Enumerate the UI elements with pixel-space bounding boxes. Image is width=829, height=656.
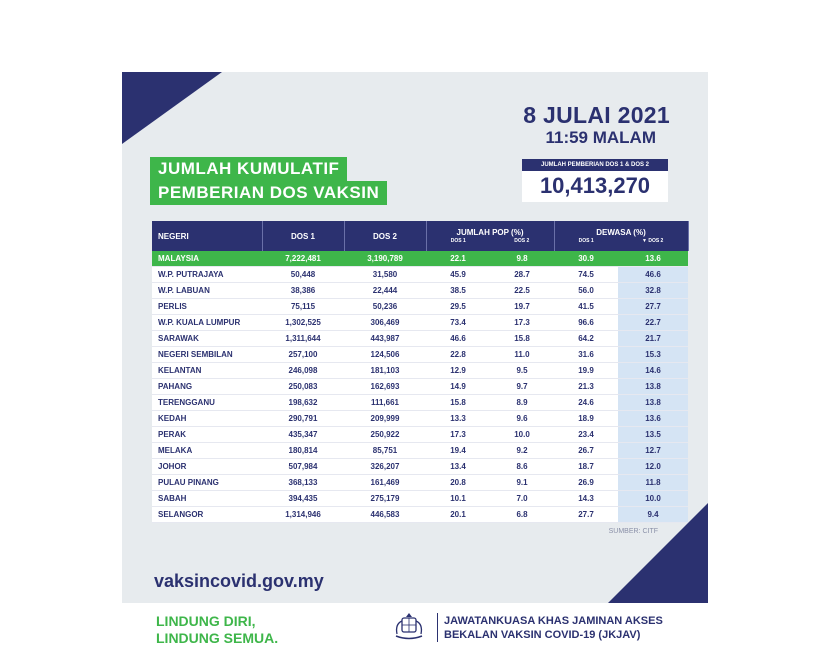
table-cell: 124,506 — [344, 347, 426, 363]
table-cell: 19.7 — [490, 299, 554, 315]
table-cell: 46.6 — [426, 331, 490, 347]
table-cell: 13.6 — [618, 411, 688, 427]
table-cell: 22.5 — [490, 283, 554, 299]
table-cell: 46.6 — [618, 267, 688, 283]
table-cell: 10.1 — [426, 491, 490, 507]
data-source: SUMBER: CITF — [608, 528, 658, 535]
vaccination-table — [152, 221, 689, 523]
cell-negeri: SELANGOR — [152, 507, 262, 523]
report-time: 11:59 MALAM — [545, 128, 656, 147]
table-cell: 257,100 — [262, 347, 344, 363]
table-cell: 31,580 — [344, 267, 426, 283]
table-cell: 394,435 — [262, 491, 344, 507]
cell-negeri: PAHANG — [152, 379, 262, 395]
table-cell: 181,103 — [344, 363, 426, 379]
table-cell: 15.3 — [618, 347, 688, 363]
table-cell: 14.3 — [554, 491, 618, 507]
slogan-line-2: LINDUNG SEMUA. — [156, 630, 279, 646]
col-header-negeri: NEGERI — [152, 221, 262, 251]
table-cell: 13.8 — [618, 379, 688, 395]
table-row — [152, 507, 688, 523]
cell-negeri: W.P. KUALA LUMPUR — [152, 315, 262, 331]
cell-negeri: SABAH — [152, 491, 262, 507]
title-line-2: PEMBERIAN DOS VAKSIN — [150, 181, 387, 205]
table-cell: 11.0 — [490, 347, 554, 363]
table-cell: 21.7 — [618, 331, 688, 347]
table-cell: 250,083 — [262, 379, 344, 395]
cell-negeri: SARAWAK — [152, 331, 262, 347]
table-cell: 275,179 — [344, 491, 426, 507]
table-cell: 21.3 — [554, 379, 618, 395]
table-cell: 161,469 — [344, 475, 426, 491]
table-cell: 14.9 — [426, 379, 490, 395]
table-cell: 162,693 — [344, 379, 426, 395]
table-cell: 209,999 — [344, 411, 426, 427]
table-cell: 13.3 — [426, 411, 490, 427]
table-cell: 7.0 — [490, 491, 554, 507]
table-cell: 9.1 — [490, 475, 554, 491]
table-cell: 85,751 — [344, 443, 426, 459]
agency-line-2: BEKALAN VAKSIN COVID-19 (JKJAV) — [444, 629, 641, 641]
table-cell: 246,098 — [262, 363, 344, 379]
table-cell: 32.8 — [618, 283, 688, 299]
table-cell: 1,314,946 — [262, 507, 344, 523]
cell-negeri: W.P. LABUAN — [152, 283, 262, 299]
table-cell: 17.3 — [490, 315, 554, 331]
col-header-dewasa — [554, 221, 688, 251]
table-cell: 20.1 — [426, 507, 490, 523]
cell-negeri: MELAKA — [152, 443, 262, 459]
cell-negeri: KEDAH — [152, 411, 262, 427]
col-sub-pop-dos2: DOS 2 — [514, 238, 530, 244]
table-cell: 73.4 — [426, 315, 490, 331]
table-cell: 50,236 — [344, 299, 426, 315]
cell-negeri: KELANTAN — [152, 363, 262, 379]
table-cell: 443,987 — [344, 331, 426, 347]
table-cell: 507,984 — [262, 459, 344, 475]
table-row — [152, 299, 688, 315]
table-row — [152, 427, 688, 443]
corner-triangle-top-left — [122, 72, 222, 144]
table-cell: 31.6 — [554, 347, 618, 363]
table-cell: 74.5 — [554, 267, 618, 283]
col-header-dos2: DOS 2 — [344, 221, 426, 251]
table-row — [152, 283, 688, 299]
table-cell: 14.6 — [618, 363, 688, 379]
table-row — [152, 315, 688, 331]
cell-negeri: PERAK — [152, 427, 262, 443]
table-cell: 20.8 — [426, 475, 490, 491]
table-cell: 12.9 — [426, 363, 490, 379]
total-doses-value: 10,413,270 — [522, 171, 668, 202]
table-row — [152, 331, 688, 347]
table-cell: 290,791 — [262, 411, 344, 427]
table-row — [152, 379, 688, 395]
title-line-1: JUMLAH KUMULATIF — [150, 157, 347, 181]
table-row — [152, 395, 688, 411]
table-cell: 13.4 — [426, 459, 490, 475]
slogan-line-1: LINDUNG DIRI, — [156, 613, 256, 629]
table-row — [152, 459, 688, 475]
table-cell: 38.5 — [426, 283, 490, 299]
cell-negeri: NEGERI SEMBILAN — [152, 347, 262, 363]
footer-divider — [437, 613, 438, 642]
table-cell: 306,469 — [344, 315, 426, 331]
website-url: vaksincovid.gov.my — [154, 571, 324, 591]
cell-negeri: PULAU PINANG — [152, 475, 262, 491]
table-cell: 368,133 — [262, 475, 344, 491]
table-cell: 56.0 — [554, 283, 618, 299]
cell-negeri: TERENGGANU — [152, 395, 262, 411]
table-cell: 10.0 — [490, 427, 554, 443]
table-cell: 28.7 — [490, 267, 554, 283]
table-cell: 435,347 — [262, 427, 344, 443]
table-cell: 198,632 — [262, 395, 344, 411]
table-cell: 29.5 — [426, 299, 490, 315]
table-cell: 15.8 — [426, 395, 490, 411]
col-sub-dewasa-dos2: ▼ DOS 2 — [642, 238, 664, 244]
table-cell: 38,386 — [262, 283, 344, 299]
table-row — [152, 347, 688, 363]
table-cell: 22.8 — [426, 347, 490, 363]
table-cell: 75,115 — [262, 299, 344, 315]
table-row — [152, 491, 688, 507]
table-row — [152, 267, 688, 283]
table-cell: 27.7 — [618, 299, 688, 315]
col-header-dewasa-label: DEWASA (%) — [596, 228, 646, 237]
table-row — [152, 411, 688, 427]
table-row — [152, 443, 688, 459]
table-cell: 50,448 — [262, 267, 344, 283]
table-cell: 19.4 — [426, 443, 490, 459]
report-date: 8 JULAI 2021 — [523, 102, 670, 128]
agency-line-1: JAWATANKUASA KHAS JAMINAN AKSES — [444, 615, 663, 627]
table-cell: 8.6 — [490, 459, 554, 475]
table-cell: 24.6 — [554, 395, 618, 411]
table-cell: 22.7 — [618, 315, 688, 331]
table-cell: 11.8 — [618, 475, 688, 491]
table-cell: 13.6 — [618, 251, 688, 267]
table-cell: 8.9 — [490, 395, 554, 411]
table-cell: 41.5 — [554, 299, 618, 315]
table-body — [152, 251, 688, 523]
cell-negeri: JOHOR — [152, 459, 262, 475]
table-cell: 26.7 — [554, 443, 618, 459]
table-cell: 22,444 — [344, 283, 426, 299]
table-cell: 180,814 — [262, 443, 344, 459]
table-cell: 64.2 — [554, 331, 618, 347]
table-cell: 9.6 — [490, 411, 554, 427]
table-cell: 96.6 — [554, 315, 618, 331]
table-cell: 9.8 — [490, 251, 554, 267]
table-row — [152, 363, 688, 379]
agency-name — [444, 614, 663, 642]
table-cell: 9.2 — [490, 443, 554, 459]
malaysia-coat-of-arms-icon — [392, 612, 426, 642]
total-doses-box — [522, 159, 668, 202]
table-cell: 27.7 — [554, 507, 618, 523]
table-cell: 111,661 — [344, 395, 426, 411]
col-header-jumlah-pop — [426, 221, 554, 251]
table-cell: 1,302,525 — [262, 315, 344, 331]
table-cell: 326,207 — [344, 459, 426, 475]
table-cell: 3,190,789 — [344, 251, 426, 267]
col-sub-pop-dos1: DOS 1 — [450, 238, 466, 244]
cell-negeri: W.P. PUTRAJAYA — [152, 267, 262, 283]
table-cell: 12.7 — [618, 443, 688, 459]
table-cell: 1,311,644 — [262, 331, 344, 347]
table-cell: 9.4 — [618, 507, 688, 523]
table-cell: 26.9 — [554, 475, 618, 491]
table-cell: 15.8 — [490, 331, 554, 347]
table-cell: 9.7 — [490, 379, 554, 395]
cell-negeri: MALAYSIA — [152, 251, 262, 267]
table-cell: 10.0 — [618, 491, 688, 507]
slogan — [156, 613, 278, 647]
col-header-dos1: DOS 1 — [262, 221, 344, 251]
table-cell: 18.7 — [554, 459, 618, 475]
table-cell: 18.9 — [554, 411, 618, 427]
table-cell: 9.5 — [490, 363, 554, 379]
col-sub-dewasa-dos1: DOS 1 — [578, 238, 594, 244]
table-cell: 45.9 — [426, 267, 490, 283]
table-cell: 12.0 — [618, 459, 688, 475]
table-cell: 17.3 — [426, 427, 490, 443]
table-cell: 6.8 — [490, 507, 554, 523]
infographic-card — [122, 72, 708, 603]
table-cell: 13.5 — [618, 427, 688, 443]
table-cell: 23.4 — [554, 427, 618, 443]
cell-negeri: PERLIS — [152, 299, 262, 315]
table-row — [152, 475, 688, 491]
table-row — [152, 251, 688, 267]
table-cell: 446,583 — [344, 507, 426, 523]
table-cell: 7,222,481 — [262, 251, 344, 267]
table-cell: 30.9 — [554, 251, 618, 267]
table-cell: 250,922 — [344, 427, 426, 443]
table-cell: 19.9 — [554, 363, 618, 379]
total-doses-label: JUMLAH PEMBERIAN DOS 1 & DOS 2 — [522, 159, 668, 171]
table-cell: 13.8 — [618, 395, 688, 411]
col-header-jumlah-pop-label: JUMLAH POP (%) — [456, 228, 524, 237]
table-cell: 22.1 — [426, 251, 490, 267]
